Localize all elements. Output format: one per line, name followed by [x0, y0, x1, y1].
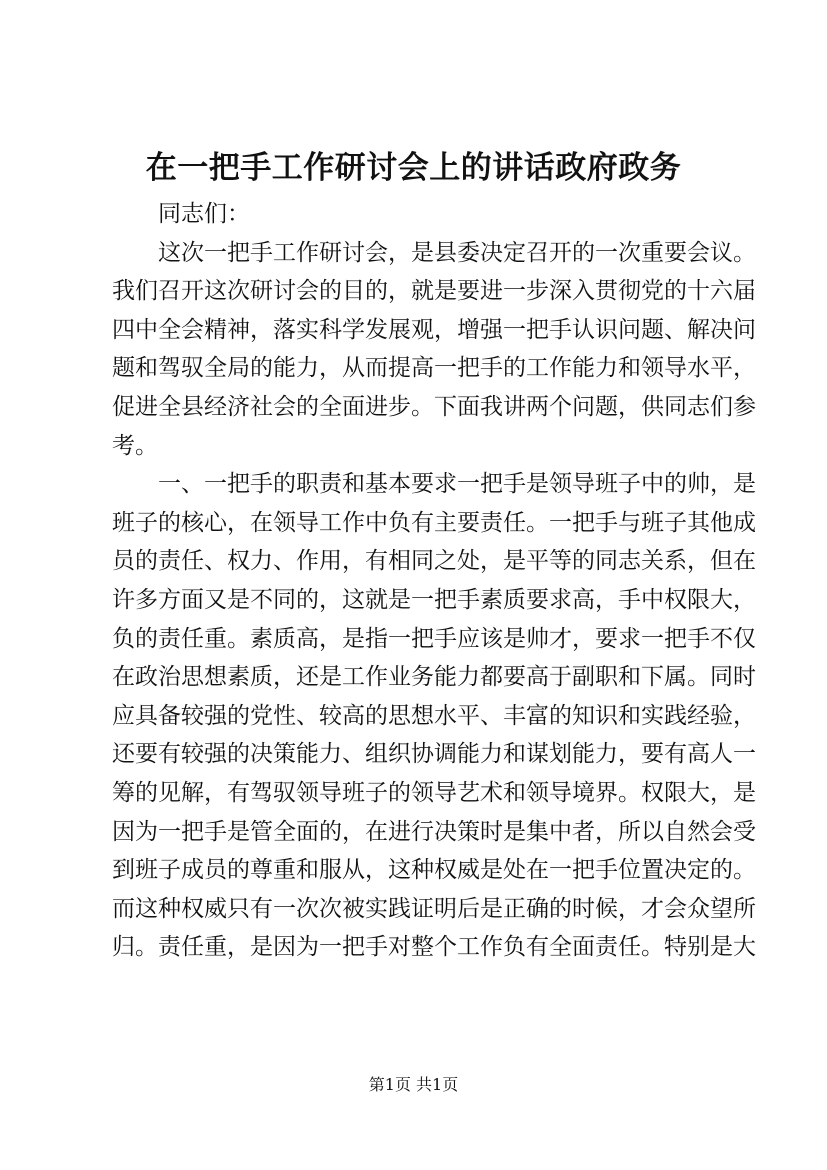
paragraph-line: 归。责任重，是因为一把手对整个工作负有全面责任。特别是大 [112, 934, 756, 961]
paragraph-line: 这次一把手工作研讨会，是县委决定召开的一次重要会议。 [158, 239, 756, 266]
paragraph-line: 我们召开这次研讨会的目的，就是要进一步深入贯彻党的十六届 [112, 278, 756, 305]
document-title: 在一把手工作研讨会上的讲话政府政务 [145, 150, 682, 186]
paragraph-line: 在政治思想素质，还是工作业务能力都要高于副职和下属。同时 [112, 664, 756, 691]
paragraph-line: 促进全县经济社会的全面进步。下面我讲两个问题，供同志们参 [112, 393, 756, 420]
paragraph-line: 筹的见解，有驾驭领导班子的领导艺术和领导境界。权限大，是 [112, 779, 756, 806]
page-number-label: 第1页 共1页 [368, 1075, 459, 1094]
salutation-line: 同志们： [158, 201, 250, 227]
paragraph-line: 因为一把手是管全面的，在进行决策时是集中者，所以自然会受 [112, 818, 756, 845]
paragraph-line: 四中全会精神，落实科学发展观，增强一把手认识问题、解决问 [112, 316, 756, 343]
paragraph-line: 到班子成员的尊重和服从，这种权威是处在一把手位置决定的。 [112, 857, 756, 884]
paragraph-line: 还要有较强的决策能力、组织协调能力和谋划能力，要有高人一 [112, 741, 756, 768]
paragraph-line: 员的责任、权力、作用，有相同之处，是平等的同志关系，但在 [112, 548, 756, 575]
document-body [112, 195, 756, 967]
paragraph-line: 而这种权威只有一次次被实践证明后是正确的时候，才会众望所 [112, 895, 756, 922]
paragraph-line: 班子的核心，在领导工作中负有主要责任。一把手与班子其他成 [112, 509, 756, 536]
paragraph-line: 考。 [112, 432, 158, 459]
paragraph-line: 应具备较强的党性、较高的思想水平、丰富的知识和实践经验， [112, 702, 756, 729]
paragraph-line: 负的责任重。素质高，是指一把手应该是帅才，要求一把手不仅 [112, 625, 756, 652]
paragraph-line: 许多方面又是不同的，这就是一把手素质要求高，手中权限大， [112, 586, 756, 613]
paragraph-line: 题和驾驭全局的能力，从而提高一把手的工作能力和领导水平， [112, 355, 756, 382]
page-footer [0, 1075, 827, 1095]
paragraph-line: 一、一把手的职责和基本要求一把手是领导班子中的帅，是 [158, 471, 756, 498]
